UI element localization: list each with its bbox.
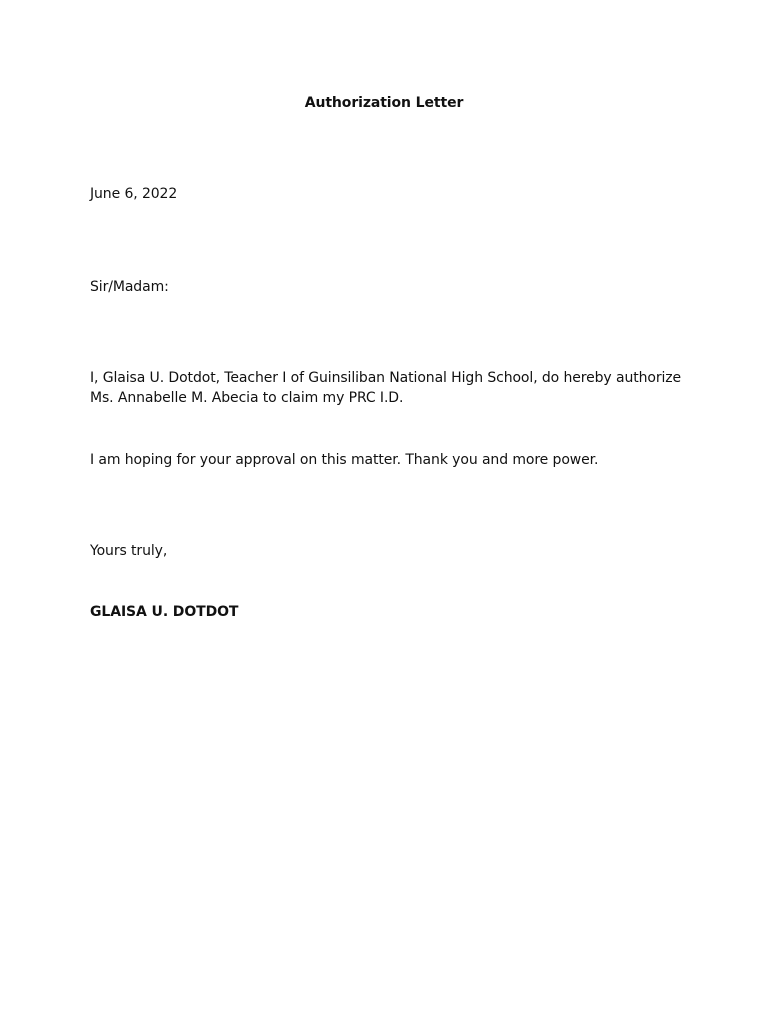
letter-body-paragraph-1-line-1: I, Glaisa U. Dotdot, Teacher I of Guinsiliban National High School, do hereby authorize (90, 370, 682, 386)
letter-body-paragraph-1-line-2: Ms. Annabelle M. Abecia to claim my PRC I.D. (90, 390, 404, 406)
letter-salutation: Sir/Madam: (90, 279, 169, 295)
letter-date: June 6, 2022 (90, 186, 178, 202)
letter-title: Authorization Letter (304, 95, 464, 111)
letter-closing: Yours truly, (90, 543, 168, 559)
letter-body-paragraph-2: I am hoping for your approval on this matter. Thank you and more power. (90, 452, 599, 468)
letter-signatory-name: GLAISA U. DOTDOT (90, 604, 239, 620)
